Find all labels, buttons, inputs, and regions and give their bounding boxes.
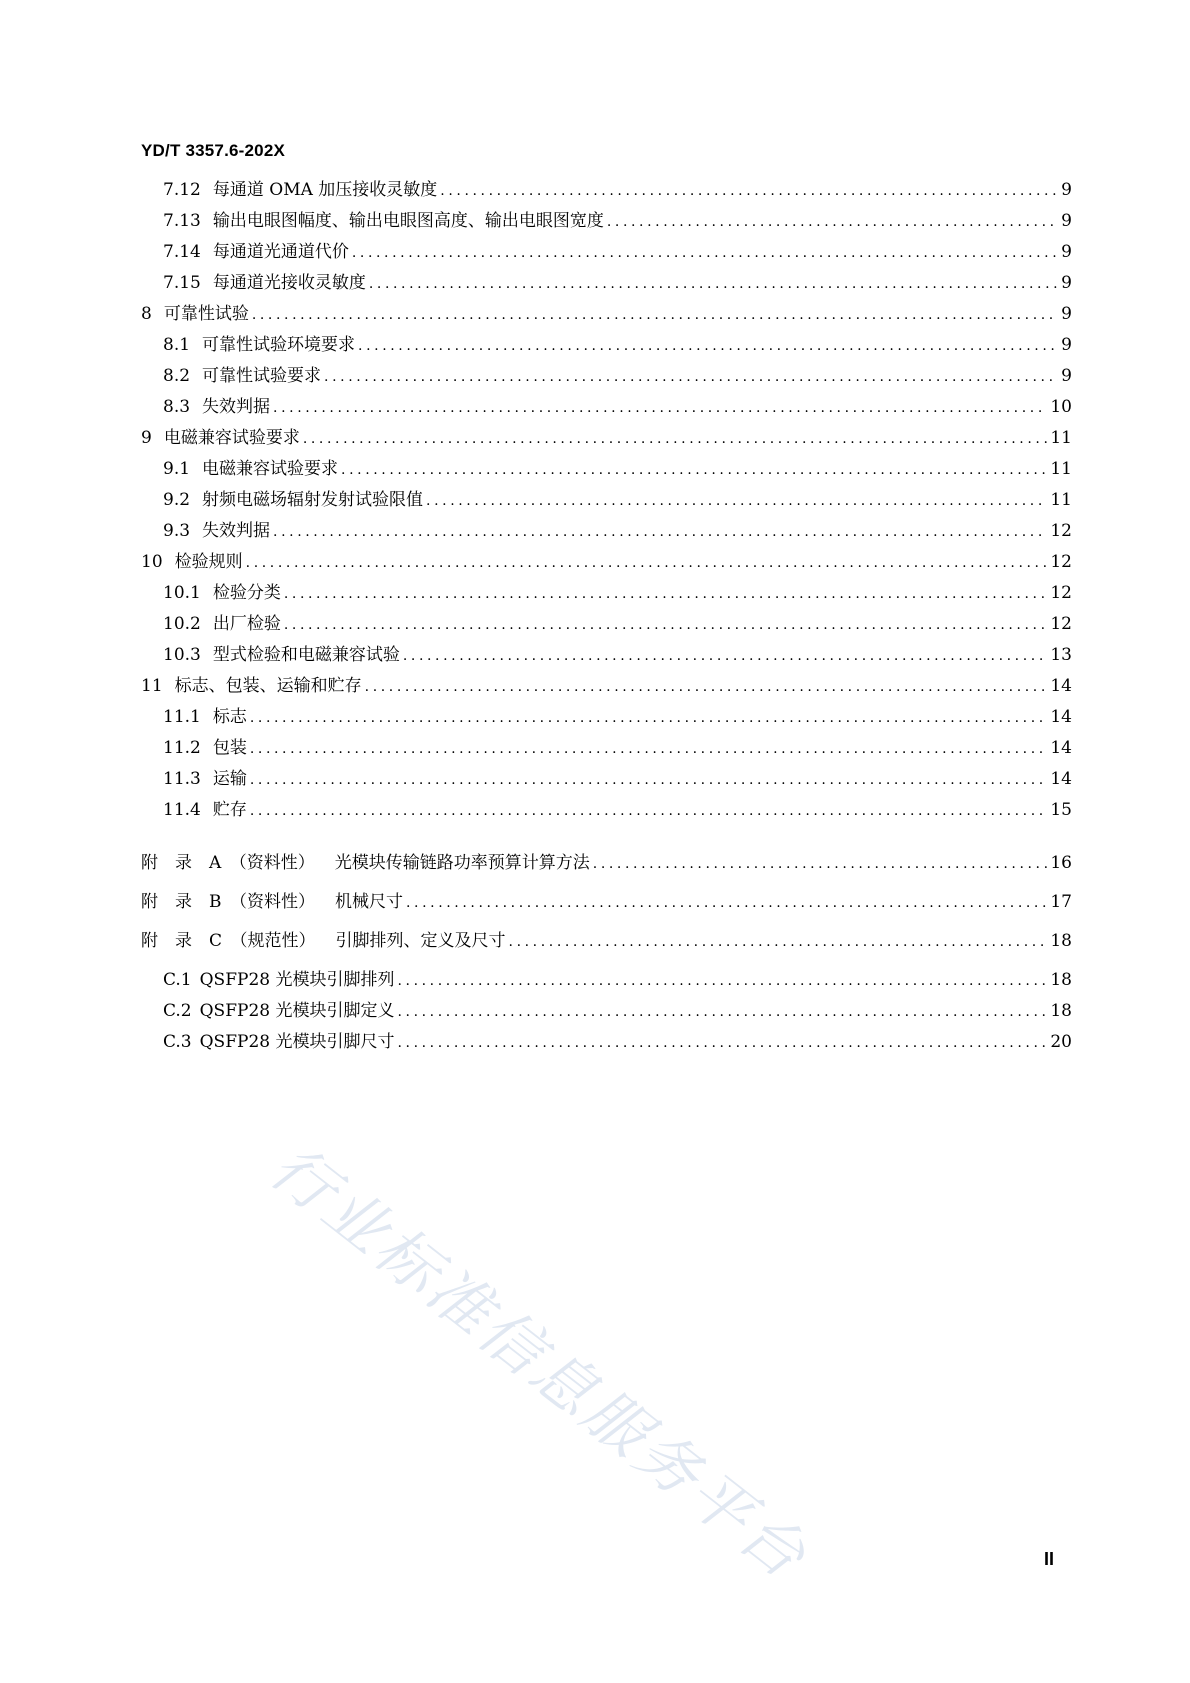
- toc-entry-page: 14: [1050, 707, 1072, 727]
- toc-entry-title: 型式检验和电磁兼容试验: [212, 645, 400, 665]
- toc-entry-title: 输出电眼图幅度、输出电眼图高度、输出电眼图宽度: [212, 211, 604, 231]
- toc-entry-title: 可靠性试验要求: [202, 366, 322, 386]
- toc-entry-number: 7.15: [163, 273, 201, 293]
- toc-entry[interactable]: [163, 613, 1072, 636]
- toc-entry-title: QSFP28 光模块引脚排列: [199, 970, 395, 990]
- toc-entry-title: 贮存: [212, 800, 247, 820]
- toc-entry-page: 20: [1050, 1032, 1072, 1052]
- toc-entry[interactable]: [141, 551, 1072, 574]
- toc-entry-title: 每通道 OMA 加压接收灵敏度: [212, 180, 438, 200]
- toc-entry[interactable]: [163, 644, 1072, 667]
- toc-leader-dots: [250, 707, 1048, 729]
- toc-leader-dots: [324, 366, 1058, 388]
- toc-leader-dots: [284, 614, 1048, 636]
- toc-entry-number: 8.2: [163, 366, 191, 386]
- toc-entry-title: 可靠性试验环境要求: [202, 335, 356, 355]
- toc-entry-page: 11: [1050, 459, 1072, 479]
- toc-leader-dots: [440, 180, 1058, 202]
- toc-leader-dots: [246, 552, 1048, 574]
- toc-entry-title: 每通道光接收灵敏度: [212, 273, 366, 293]
- toc-entry[interactable]: [163, 582, 1072, 605]
- toc-entry[interactable]: [163, 458, 1072, 481]
- toc-leader-dots: [341, 459, 1047, 481]
- toc-entry-title: QSFP28 光模块引脚定义: [199, 1001, 395, 1021]
- toc-entry[interactable]: [163, 1000, 1072, 1023]
- toc-entry-number: C.1: [163, 970, 192, 990]
- toc-leader-dots: [397, 1001, 1047, 1023]
- toc-leader-dots: [426, 490, 1047, 512]
- toc-entry-number: 8.1: [163, 335, 191, 355]
- toc-entry[interactable]: [163, 489, 1072, 512]
- toc-entry-number: 11: [141, 676, 163, 696]
- toc-leader-dots: [365, 676, 1048, 698]
- toc-entry-title: 包装: [212, 738, 247, 758]
- toc-entry-page: 12: [1050, 552, 1072, 572]
- toc-entry-page: 11: [1050, 428, 1072, 448]
- toc-entry-title: 运输: [212, 769, 247, 789]
- toc-leader-dots: [273, 521, 1047, 543]
- toc-entry[interactable]: [141, 675, 1072, 698]
- page-number: II: [1044, 1549, 1055, 1569]
- toc-entry-page: 18: [1050, 931, 1072, 951]
- toc-leader-dots: [406, 892, 1047, 914]
- toc-entry-title: 可靠性试验: [163, 304, 249, 324]
- toc-entry-page: 18: [1050, 970, 1072, 990]
- toc-entry[interactable]: [163, 799, 1072, 822]
- toc-leader-dots: [252, 304, 1058, 326]
- toc-appendix-entry[interactable]: [141, 930, 1072, 953]
- toc-leader-dots: [369, 273, 1058, 295]
- toc-entry[interactable]: [163, 768, 1072, 791]
- toc-leader-dots: [358, 335, 1058, 357]
- toc-entry-title: 失效判据: [202, 521, 271, 541]
- toc-entry-title: 失效判据: [202, 397, 271, 417]
- toc-entry-number: 7.14: [163, 242, 201, 262]
- toc-entry[interactable]: [163, 210, 1072, 233]
- toc-entry[interactable]: [163, 969, 1072, 992]
- toc-entry-page: 14: [1050, 769, 1072, 789]
- toc-entry-page: 18: [1050, 1001, 1072, 1021]
- toc-entry[interactable]: [163, 241, 1072, 264]
- toc-entry-title: 引脚排列、定义及尺寸: [335, 931, 506, 951]
- toc-leader-dots: [250, 738, 1048, 760]
- toc-entry[interactable]: [141, 303, 1072, 326]
- toc-entry-title: 每通道光通道代价: [212, 242, 349, 262]
- toc-entry-number: 11.1: [163, 707, 201, 727]
- toc-entry-number: 11.2: [163, 738, 201, 758]
- toc-entry[interactable]: [141, 427, 1072, 450]
- toc-entry-number: 9: [141, 428, 152, 448]
- toc-entry-page: 9: [1061, 242, 1072, 262]
- toc-entry-title: 标志、包装、运输和贮存: [174, 676, 362, 696]
- toc-appendix-entry[interactable]: [141, 891, 1072, 914]
- toc-entry-number: 9.1: [163, 459, 191, 479]
- toc-entry[interactable]: [163, 520, 1072, 543]
- toc-entry-page: 14: [1050, 676, 1072, 696]
- toc-entry-page: 10: [1050, 397, 1072, 417]
- toc-entry-number: 7.13: [163, 211, 201, 231]
- toc-entry-page: 14: [1050, 738, 1072, 758]
- toc-entry-page: 9: [1061, 180, 1072, 200]
- toc-entry-page: 12: [1050, 583, 1072, 603]
- toc-leader-dots: [397, 1032, 1047, 1054]
- toc-entry[interactable]: [163, 365, 1072, 388]
- toc-leader-dots: [607, 211, 1058, 233]
- toc-entry-page: 9: [1061, 211, 1072, 231]
- toc-entry-page: 11: [1050, 490, 1072, 510]
- toc-appendix-entry[interactable]: [141, 852, 1072, 875]
- toc-entry-page: 12: [1050, 614, 1072, 634]
- toc-leader-dots: [397, 970, 1047, 992]
- toc-entry-title: 电磁兼容试验要求: [163, 428, 300, 448]
- toc-leader-dots: [352, 242, 1058, 264]
- toc-entry[interactable]: [163, 179, 1072, 202]
- toc-leader-dots: [273, 397, 1047, 419]
- toc-entry-title: 射频电磁场辐射发射试验限值: [202, 490, 424, 510]
- toc-leader-dots: [593, 853, 1048, 875]
- toc-appendix-label: 附 录 A （资料性）: [141, 853, 315, 873]
- toc-entry[interactable]: [163, 706, 1072, 729]
- toc-entry[interactable]: [163, 334, 1072, 357]
- toc-entry-number: 10.3: [163, 645, 201, 665]
- toc-entry-title: 检验分类: [212, 583, 281, 603]
- toc-entry-number: C.2: [163, 1001, 192, 1021]
- toc-entry-title: 出厂检验: [212, 614, 281, 634]
- toc-entry-number: C.3: [163, 1032, 192, 1052]
- toc-appendix-label: 附 录 C （规范性）: [141, 931, 316, 951]
- toc-entry-number: 7.12: [163, 180, 201, 200]
- toc-entry[interactable]: [163, 272, 1072, 295]
- toc-entry[interactable]: [163, 1031, 1072, 1054]
- toc-entry-title: 检验规则: [174, 552, 243, 572]
- toc-entry-number: 11.4: [163, 800, 201, 820]
- toc-entry-title: 光模块传输链路功率预算计算方法: [334, 853, 590, 873]
- toc-entry-page: 9: [1061, 335, 1072, 355]
- toc-entry-title: QSFP28 光模块引脚尺寸: [199, 1032, 395, 1052]
- toc-entry-page: 9: [1061, 366, 1072, 386]
- toc-leader-dots: [403, 645, 1048, 667]
- toc-entry-number: 9.3: [163, 521, 191, 541]
- toc-entry-number: 11.3: [163, 769, 201, 789]
- toc-entry[interactable]: [163, 396, 1072, 419]
- toc-entry-page: 12: [1050, 521, 1072, 541]
- toc-entry-page: 9: [1061, 273, 1072, 293]
- watermark: 行业标准信息服务平台: [257, 1130, 823, 1595]
- toc-entry-number: 8.3: [163, 397, 191, 417]
- toc-entry-number: 10.1: [163, 583, 201, 603]
- toc-entry-page: 17: [1050, 892, 1072, 912]
- toc-entry-title: 标志: [212, 707, 247, 727]
- toc-entry-number: 10.2: [163, 614, 201, 634]
- toc-leader-dots: [509, 931, 1048, 953]
- toc-entry-page: 13: [1050, 645, 1072, 665]
- toc-entry[interactable]: [163, 737, 1072, 760]
- toc-entry-number: 10: [141, 552, 163, 572]
- toc-entry-page: 15: [1050, 800, 1072, 820]
- toc-entry-number: 9.2: [163, 490, 191, 510]
- toc-leader-dots: [303, 428, 1048, 450]
- toc-leader-dots: [284, 583, 1048, 605]
- toc-entry-page: 16: [1050, 853, 1072, 873]
- toc-entry-number: 8: [141, 304, 152, 324]
- document-code: YD/T 3357.6-202X: [141, 141, 286, 160]
- toc-entry-title: 机械尺寸: [335, 892, 403, 912]
- toc-leader-dots: [250, 769, 1048, 791]
- toc-appendix-label: 附 录 B （资料性）: [141, 892, 315, 912]
- toc-entry-page: 9: [1061, 304, 1072, 324]
- toc-leader-dots: [250, 800, 1048, 822]
- toc-entry-title: 电磁兼容试验要求: [202, 459, 339, 479]
